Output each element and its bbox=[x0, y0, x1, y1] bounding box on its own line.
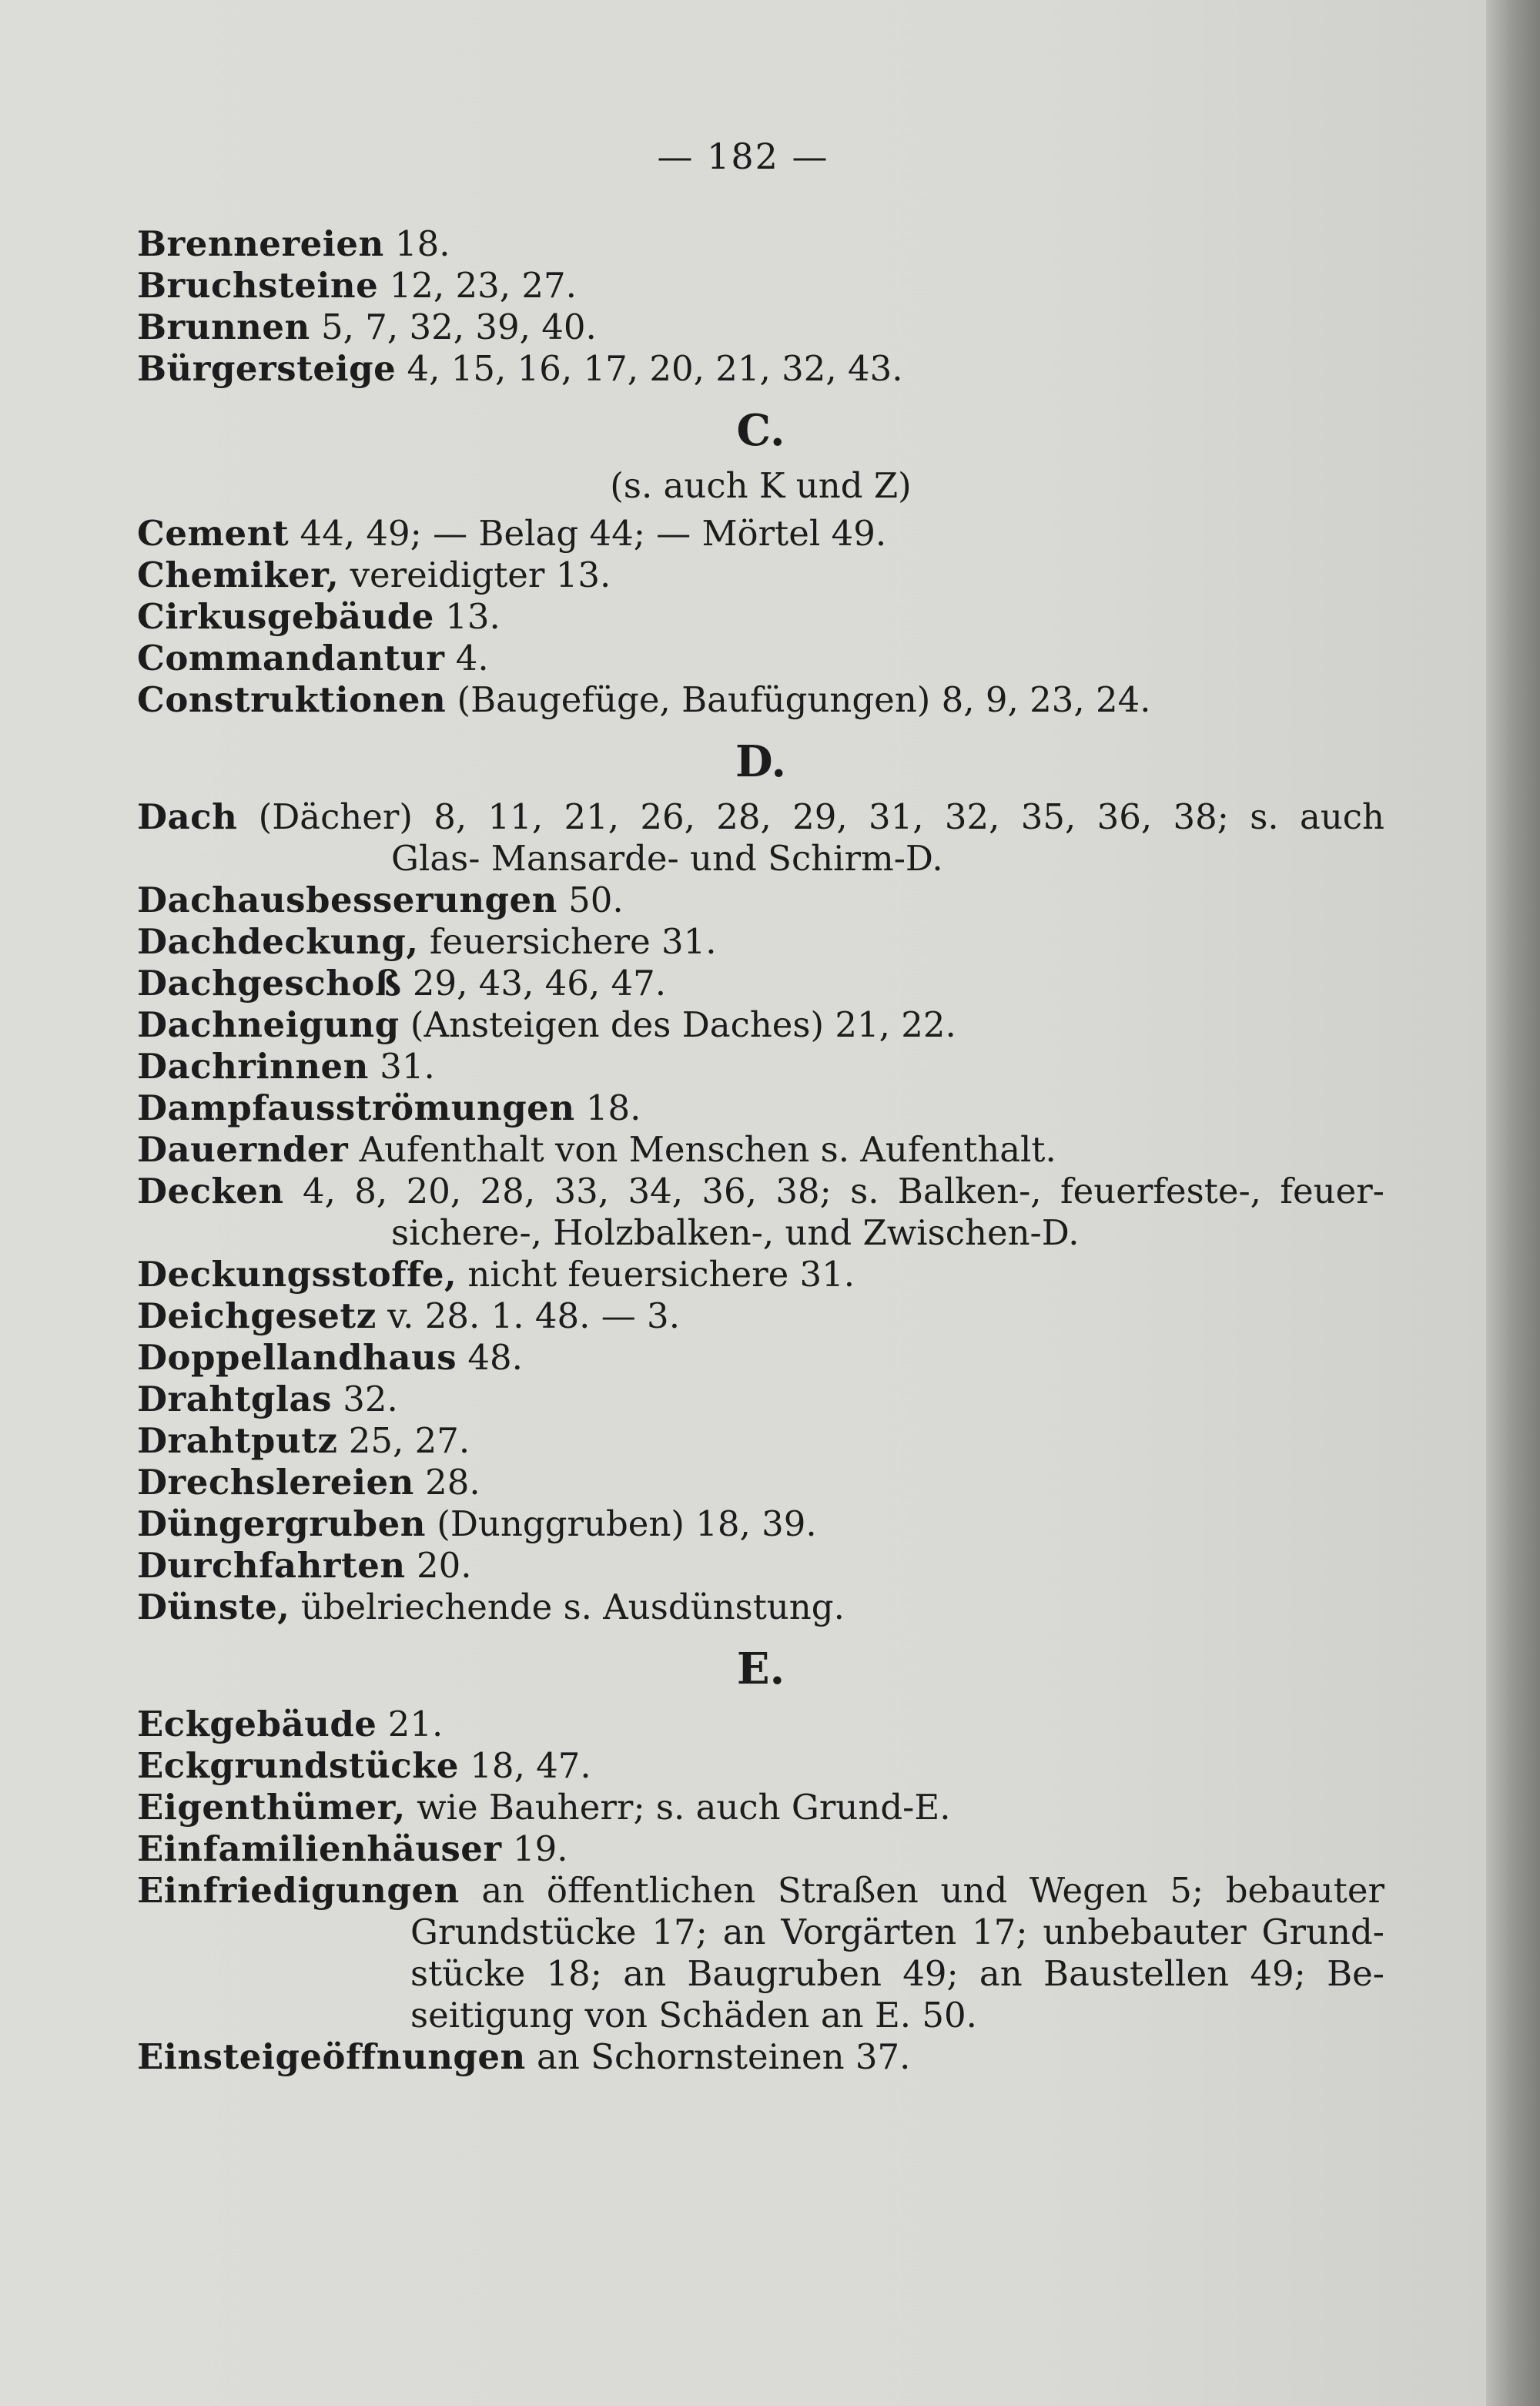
index-entry bbox=[137, 1337, 1384, 1379]
entry-head: Decken bbox=[137, 1171, 284, 1211]
index-entry bbox=[137, 1379, 1384, 1420]
entry-head: Cirkusgebäude bbox=[137, 596, 434, 637]
entry-refs: 5, 7, 32, 39, 40. bbox=[310, 307, 597, 347]
entry-head: Deckungsstoffe, bbox=[137, 1254, 457, 1295]
index-entry bbox=[137, 963, 1384, 1004]
index-entry bbox=[137, 265, 1384, 307]
entry-refs: (Baugefüge, Baufügungen) 8, 9, 23, 24. bbox=[446, 679, 1151, 720]
page-number: — 182 — bbox=[657, 136, 829, 177]
entry-head: Dach bbox=[137, 796, 238, 837]
entry-head: Brennereien bbox=[137, 223, 384, 264]
index-entry bbox=[137, 1503, 1384, 1545]
section-heading-d: D. bbox=[735, 736, 787, 787]
entry-head: Drahtputz bbox=[137, 1420, 338, 1461]
entry-continuation: Glas- Mansarde- und Schirm-D. bbox=[391, 838, 943, 879]
index-entry bbox=[137, 513, 1384, 555]
index-entry bbox=[137, 880, 1384, 921]
entry-head: Drahtglas bbox=[137, 1379, 332, 1419]
entry-head: Düngergruben bbox=[137, 1503, 426, 1544]
index-entry bbox=[137, 1828, 1384, 1870]
entry-head: Deichgesetz bbox=[137, 1295, 377, 1336]
entry-refs: nicht feuersichere 31. bbox=[457, 1254, 855, 1295]
index-entry bbox=[137, 1870, 1384, 1912]
index-entry bbox=[137, 596, 1384, 638]
entry-refs: 50. bbox=[557, 880, 624, 920]
entry-head: Brunnen bbox=[137, 307, 310, 347]
entry-head: Dachgeschoß bbox=[137, 963, 402, 1004]
index-content bbox=[137, 223, 1384, 2078]
entry-refs: 18. bbox=[574, 1087, 641, 1128]
entry-refs: an Schornsteinen 37. bbox=[525, 2036, 911, 2077]
entry-head: Drechslereien bbox=[137, 1462, 414, 1503]
index-entry bbox=[137, 1787, 1384, 1828]
index-entry bbox=[137, 307, 1384, 348]
entry-refs: 12, 23, 27. bbox=[378, 265, 577, 306]
entry-head: Dünste, bbox=[137, 1587, 290, 1627]
entry-refs: 48. bbox=[457, 1337, 523, 1378]
entry-head: Dachneigung bbox=[137, 1004, 400, 1045]
entry-head: Bruchsteine bbox=[137, 265, 379, 306]
index-entry bbox=[137, 348, 1384, 390]
entry-head: Dampfausströmungen bbox=[137, 1087, 575, 1128]
index-entry bbox=[137, 921, 1384, 963]
entry-refs: v. 28. 1. 48. — 3. bbox=[376, 1295, 680, 1336]
entry-head: Dauernder bbox=[137, 1129, 349, 1170]
index-entry bbox=[137, 1129, 1384, 1171]
index-entry bbox=[137, 1545, 1384, 1587]
index-entry bbox=[137, 1295, 1384, 1337]
index-entry bbox=[137, 1171, 1384, 1212]
entry-head: Commandantur bbox=[137, 638, 445, 679]
entry-refs: 19. bbox=[501, 1828, 568, 1869]
index-entry bbox=[137, 638, 1384, 679]
index-entry bbox=[137, 1254, 1384, 1295]
section-heading-e: E. bbox=[736, 1644, 785, 1694]
index-entry bbox=[137, 223, 1384, 265]
entry-refs: (Dunggruben) 18, 39. bbox=[425, 1503, 817, 1544]
entry-refs: 32. bbox=[331, 1379, 398, 1419]
entry-refs: (Ansteigen des Daches) 21, 22. bbox=[399, 1004, 956, 1045]
page-edge-shadow bbox=[1486, 0, 1540, 2406]
entry-head: Eckgebäude bbox=[137, 1704, 377, 1744]
entry-refs: 20. bbox=[405, 1545, 472, 1586]
entry-head: Construktionen bbox=[137, 679, 447, 720]
index-entry bbox=[137, 1462, 1384, 1503]
index-entry bbox=[137, 1587, 1384, 1628]
entry-continuation: seitigung von Schäden an E. 50. bbox=[410, 1995, 977, 2036]
section-heading-c: C. bbox=[736, 405, 785, 456]
entry-continuation: Grundstücke 17; an Vorgärten 17; unbebauter Grund- bbox=[410, 1912, 1384, 1952]
entry-head: Dachdeckung, bbox=[137, 921, 419, 962]
entry-head: Einsteigeöffnungen bbox=[137, 2036, 526, 2077]
entry-refs: (Dächer) 8, 11, 21, 26, 28, 29, 31, 32, 35, 36, 38; s. auch bbox=[237, 796, 1384, 837]
entry-refs: Aufenthalt von Menschen s. Aufenthalt. bbox=[348, 1129, 1056, 1170]
index-entry bbox=[137, 2036, 1384, 2078]
entry-refs: 44, 49; — Belag 44; — Mörtel 49. bbox=[289, 513, 887, 554]
entry-refs: 18, 47. bbox=[459, 1745, 591, 1786]
entry-refs: 28. bbox=[413, 1462, 480, 1503]
entry-refs: 4. bbox=[444, 638, 489, 679]
section-note-c: (s. auch K und Z) bbox=[610, 465, 912, 506]
index-entry bbox=[137, 1004, 1384, 1046]
entry-head: Dachrinnen bbox=[137, 1046, 369, 1087]
index-entry bbox=[137, 1420, 1384, 1462]
entry-head: Cement bbox=[137, 513, 290, 554]
entry-head: Chemiker, bbox=[137, 555, 340, 595]
index-entry bbox=[137, 679, 1384, 721]
index-entry bbox=[137, 796, 1384, 838]
entry-head: Eckgrundstücke bbox=[137, 1745, 459, 1786]
entry-continuation: stücke 18; an Baugruben 49; an Baustellen 49; Be- bbox=[410, 1953, 1384, 1994]
entry-refs: 31. bbox=[368, 1046, 435, 1087]
index-entry bbox=[137, 555, 1384, 596]
entry-head: Dachausbesserungen bbox=[137, 880, 557, 920]
entry-head: Eigenthümer, bbox=[137, 1787, 406, 1828]
entry-refs: vereidigter 13. bbox=[339, 555, 611, 595]
entry-refs: an öffentlichen Straßen und Wegen 5; bebauter bbox=[459, 1870, 1384, 1911]
entry-refs: 13. bbox=[434, 596, 500, 637]
entry-head: Einfamilienhäuser bbox=[137, 1828, 502, 1869]
entry-head: Einfriedigungen bbox=[137, 1870, 460, 1911]
entry-refs: wie Bauherr; s. auch Grund-E. bbox=[405, 1787, 951, 1828]
entry-refs: feuersichere 31. bbox=[418, 921, 717, 962]
entry-head: Bürgersteige bbox=[137, 348, 397, 389]
entry-refs: 4, 8, 20, 28, 33, 34, 36, 38; s. Balken-, feuerfeste-, feuer- bbox=[283, 1171, 1384, 1211]
index-entry bbox=[137, 1046, 1384, 1087]
entry-refs: 25, 27. bbox=[337, 1420, 470, 1461]
index-entry bbox=[137, 1704, 1384, 1745]
index-entry bbox=[137, 1745, 1384, 1787]
entry-refs: übelriechende s. Ausdünstung. bbox=[290, 1587, 845, 1627]
entry-refs: 18. bbox=[383, 223, 450, 264]
index-entry bbox=[137, 1087, 1384, 1129]
entry-head: Durchfahrten bbox=[137, 1545, 406, 1586]
entry-continuation: sichere-, Holzbalken-, und Zwischen-D. bbox=[391, 1212, 1080, 1253]
entry-refs: 4, 15, 16, 17, 20, 21, 32, 43. bbox=[396, 348, 903, 389]
entry-head: Doppellandhaus bbox=[137, 1337, 457, 1378]
entry-refs: 29, 43, 46, 47. bbox=[401, 963, 667, 1004]
entry-refs: 21. bbox=[377, 1704, 444, 1744]
